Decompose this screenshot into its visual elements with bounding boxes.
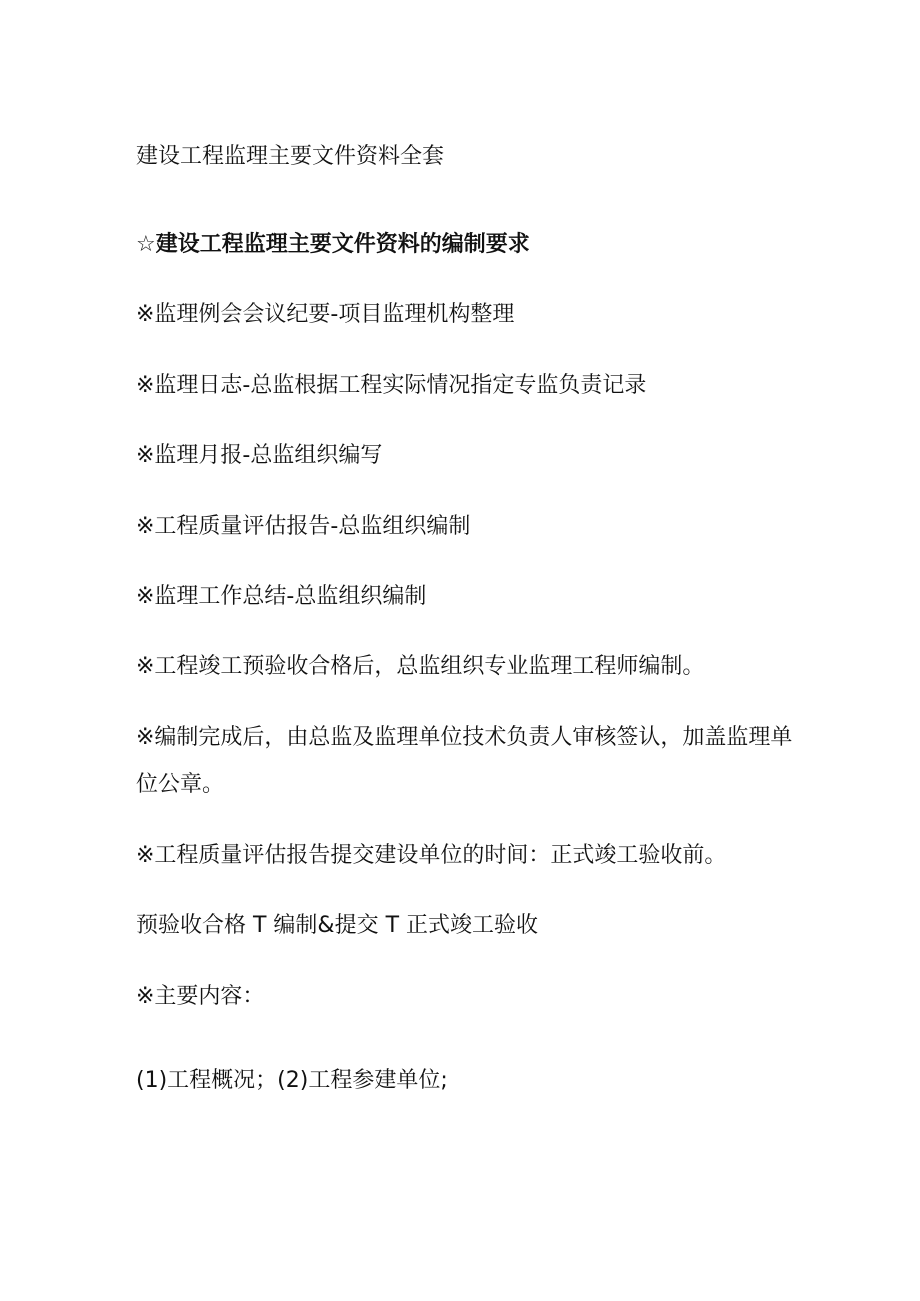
list-item-continuation: 位公章。: [136, 772, 225, 797]
list-item: ※工程质量评估报告提交建设单位的时间：正式竣工验收前。: [136, 843, 727, 868]
list-item: ※监理月报-总监组织编写: [136, 443, 383, 468]
list-item: (1)工程概况；(2)工程参建单位;: [136, 1068, 448, 1093]
section-heading: ☆建设工程监理主要文件资料的编制要求: [136, 232, 530, 257]
list-item: ※工程质量评估报告-总监组织编制: [136, 514, 471, 539]
list-item: ※主要内容：: [136, 984, 265, 1009]
list-item: ※监理工作总结-总监组织编制: [136, 584, 427, 609]
document-title: 建设工程监理主要文件资料全套: [136, 144, 445, 169]
list-item: ※编制完成后，由总监及监理单位技术负责人审核签认，加盖监理单: [136, 725, 793, 750]
flow-line: 预验收合格 T 编制&提交 T 正式竣工验收: [136, 913, 539, 938]
list-item: ※监理例会会议纪要-项目监理机构整理: [136, 302, 515, 327]
list-item: ※监理日志-总监根据工程实际情况指定专监负责记录: [136, 373, 647, 398]
list-item: ※工程竣工预验收合格后，总监组织专业监理工程师编制。: [136, 654, 705, 679]
